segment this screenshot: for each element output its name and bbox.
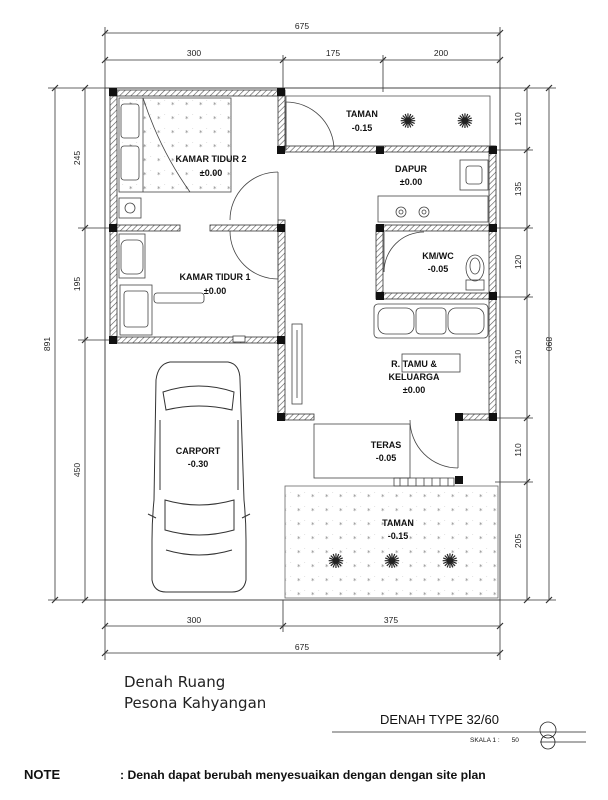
door-swings bbox=[230, 102, 458, 468]
dim-bottom-2: 375 bbox=[383, 615, 399, 625]
room-km-wc-level: -0.05 bbox=[427, 264, 449, 274]
plan-title: DENAH TYPE 32/60 bbox=[380, 712, 499, 727]
note-label: NOTE bbox=[24, 767, 61, 782]
garden-area bbox=[285, 486, 498, 598]
dim-left-3: 450 bbox=[72, 462, 82, 478]
dim-top-1: 300 bbox=[186, 48, 202, 58]
note-text: : Denah dapat berubah menyesuaikan dengan dengan site plan bbox=[120, 768, 486, 782]
dim-right-1: 110 bbox=[513, 112, 523, 126]
room-taman-top: TAMAN bbox=[346, 109, 378, 119]
room-kamar-tidur-2: KAMAR TIDUR 2 bbox=[175, 154, 247, 164]
dim-left-total: 891 bbox=[42, 336, 52, 352]
scale-value: 50 bbox=[511, 737, 519, 744]
room-taman-bottom-level: -0.15 bbox=[387, 531, 409, 541]
title-underline bbox=[0, 700, 608, 760]
svg-text:✺: ✺ bbox=[441, 549, 459, 573]
dim-left-2: 195 bbox=[72, 276, 82, 292]
room-kamar-tidur-1: KAMAR TIDUR 1 bbox=[179, 272, 251, 282]
dim-right-3: 120 bbox=[513, 254, 523, 270]
room-taman-top-level: -0.15 bbox=[351, 123, 373, 133]
svg-text:✺: ✺ bbox=[383, 549, 401, 573]
room-carport: CARPORT bbox=[175, 446, 221, 456]
room-r-tamu-line2: KELUARGA bbox=[388, 372, 440, 382]
room-labels bbox=[176, 109, 455, 541]
dim-right-total: 890 bbox=[544, 336, 554, 352]
room-kamar-tidur-2-level: ±0.00 bbox=[199, 168, 223, 178]
caption-line-2: Pesona Kahyangan bbox=[124, 694, 267, 712]
plan-caption bbox=[124, 672, 266, 714]
room-dapur: DAPUR bbox=[394, 164, 428, 174]
room-kamar-tidur-1-level: ±0.00 bbox=[203, 286, 227, 296]
car-icon bbox=[148, 362, 250, 592]
dim-bottom-total: 675 bbox=[294, 642, 310, 652]
scale-text: SKALA 1 : bbox=[470, 737, 500, 744]
svg-text:✺: ✺ bbox=[399, 109, 417, 133]
svg-text:✺: ✺ bbox=[327, 549, 345, 573]
dim-left-1: 245 bbox=[72, 150, 82, 166]
toilet bbox=[466, 255, 484, 290]
dim-right-6: 205 bbox=[513, 533, 523, 549]
dim-right-4: 210 bbox=[513, 349, 523, 365]
room-km-wc: KM/WC bbox=[422, 251, 454, 261]
dim-top-3: 200 bbox=[433, 48, 449, 58]
dim-bottom-1: 300 bbox=[186, 615, 202, 625]
room-r-tamu-level: ±0.00 bbox=[402, 385, 426, 395]
room-dapur-level: ±0.00 bbox=[399, 177, 423, 187]
room-taman-bottom: TAMAN bbox=[382, 518, 414, 528]
room-teras-level: -0.05 bbox=[375, 453, 397, 463]
dim-top-total: 675 bbox=[294, 21, 310, 31]
dim-right-2: 135 bbox=[513, 181, 523, 197]
caption-line-1: Denah Ruang bbox=[124, 673, 226, 691]
scale-label bbox=[470, 737, 519, 744]
sofa-set bbox=[292, 304, 488, 404]
room-carport-level: -0.30 bbox=[187, 459, 209, 469]
room-teras: TERAS bbox=[370, 440, 402, 450]
dim-right-5: 110 bbox=[513, 443, 523, 457]
svg-text:✺: ✺ bbox=[456, 109, 474, 133]
dim-top-2: 175 bbox=[325, 48, 341, 58]
room-r-tamu: R. TAMU & bbox=[391, 359, 437, 369]
